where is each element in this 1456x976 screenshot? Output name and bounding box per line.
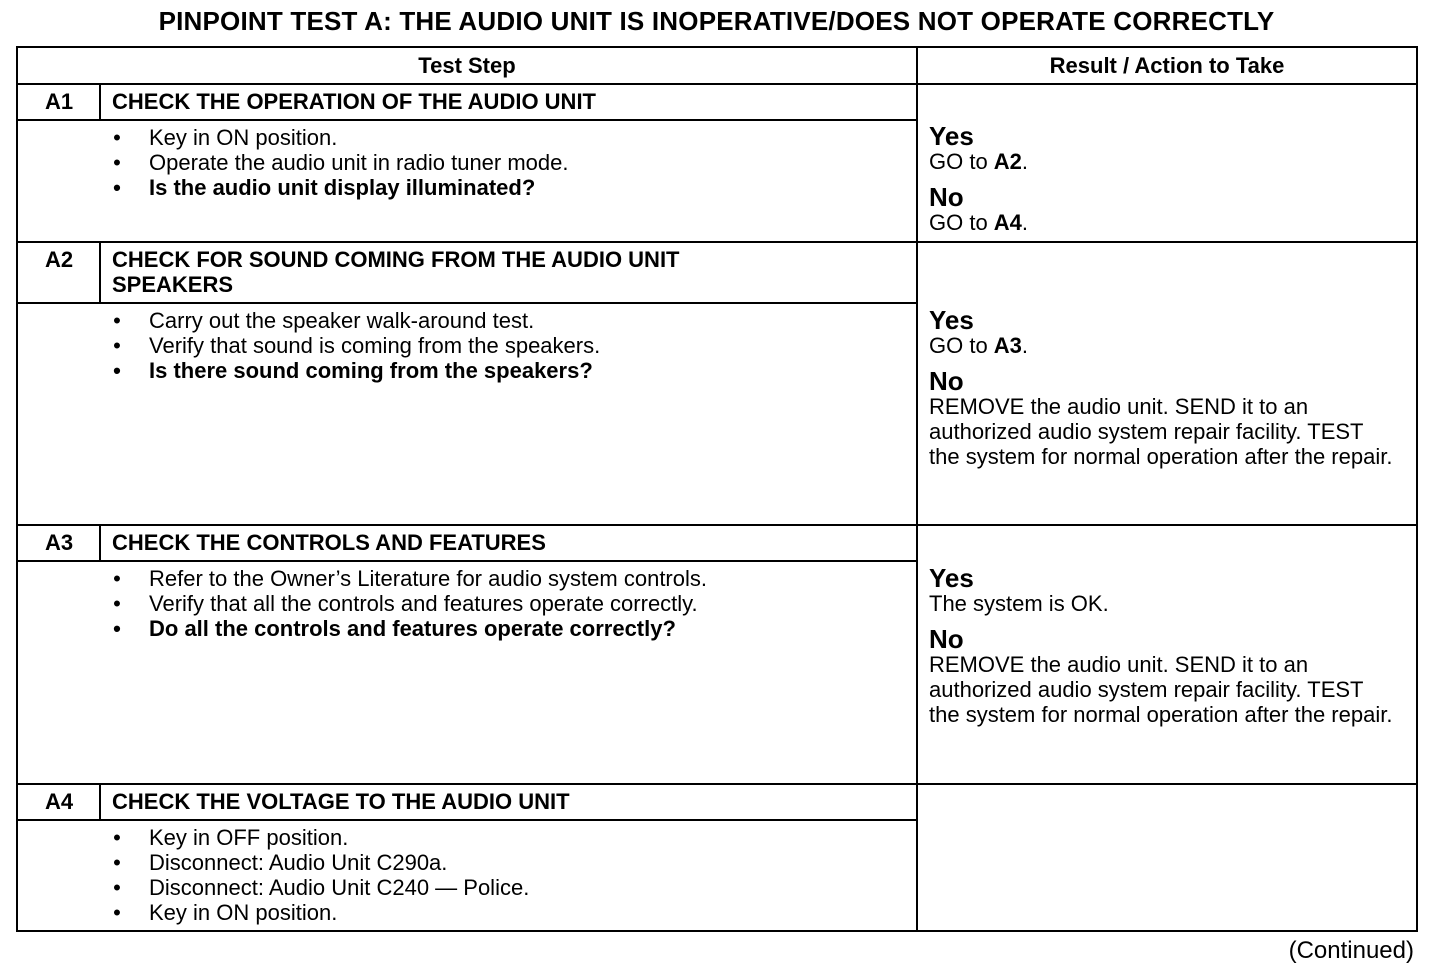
bullet-icon: • [113,875,121,900]
question-text: Is the audio unit display illuminated? [149,175,536,200]
list-item [112,591,912,616]
list-item [112,566,912,591]
list-item [112,358,912,383]
step-title: CHECK THE CONTROLS AND FEATURES [112,530,546,555]
step-reference: A3 [993,333,1022,358]
result-cell [929,307,1399,479]
list-item [112,175,912,200]
yes-label: Yes [929,121,974,151]
instruction-text: Key in OFF position. [149,825,349,850]
column-divider [916,46,918,932]
action-text: GO to [929,149,994,174]
bullet-icon: • [113,850,121,875]
step-reference: A4 [993,210,1022,235]
bullet-icon: • [113,150,121,175]
step-id: A2 [44,247,74,272]
result-cell [929,565,1399,737]
step-reference: A2 [993,149,1022,174]
step-title-rule-a1 [16,119,918,121]
header-result-action: Result / Action to Take [1049,53,1285,78]
yes-label: Yes [929,563,974,593]
question-text: Is there sound coming from the speakers? [149,358,593,383]
no-action [929,210,1409,235]
step-instructions [112,125,912,200]
bullet-icon: • [113,900,121,925]
bullet-icon: • [113,125,121,150]
list-item [112,875,912,900]
list-item [112,125,912,150]
bullet-icon: • [113,308,121,333]
yes-action: The system is OK. [929,591,1109,616]
no-action: REMOVE the audio unit. SEND it to an authorized audio system repair facility. TEST the system for normal operation after the repair. [929,652,1393,727]
instruction-text: Refer to the Owner’s Literature for audio system controls. [149,566,707,591]
bullet-icon: • [113,333,121,358]
instruction-text: Verify that all the controls and features operate correctly. [149,591,698,616]
yes-action [929,333,1399,358]
page-title: PINPOINT TEST A: THE AUDIO UNIT IS INOPERATIVE/DOES NOT OPERATE CORRECTLY [158,6,1275,36]
instruction-text: Verify that sound is coming from the speakers. [149,333,601,358]
step-title-rule-a3 [16,560,918,562]
step-id: A1 [44,89,74,114]
result-cell [929,123,1409,245]
list-item [112,825,912,850]
header-test-step: Test Step [418,53,516,78]
list-item [112,308,912,333]
step-title: CHECK FOR SOUND COMING FROM THE AUDIO UNIT SPEAKERS [112,247,680,297]
instruction-text: Key in ON position. [149,900,338,925]
step-id: A4 [44,789,74,814]
step-title: CHECK THE VOLTAGE TO THE AUDIO UNIT [112,789,570,814]
bullet-icon: • [113,825,121,850]
list-item [112,900,912,925]
step-title-rule-a4 [16,819,918,821]
step-title-rule-a2 [16,302,918,304]
bullet-icon: • [113,358,121,383]
action-tail: . [1021,210,1029,235]
step-id: A3 [44,530,74,555]
step-instructions [112,566,912,641]
action-text: GO to [929,333,994,358]
step-rule-a2 [16,524,1418,526]
question-text: Do all the controls and features operate correctly? [149,616,676,641]
instruction-text: Key in ON position. [149,125,338,150]
list-item [112,616,912,641]
step-title: CHECK THE OPERATION OF THE AUDIO UNIT [112,89,596,114]
step-instructions [112,825,912,925]
action-tail: . [1021,333,1029,358]
continued-label: (Continued) [1288,937,1414,964]
list-item [112,333,912,358]
no-action: REMOVE the audio unit. SEND it to an authorized audio system repair facility. TEST the system for normal operation after the repair. [929,394,1393,469]
bullet-icon: • [113,566,121,591]
no-label: No [929,182,964,212]
no-label: No [929,366,964,396]
list-item [112,150,912,175]
bullet-icon: • [113,175,121,200]
bullet-icon: • [113,616,121,641]
no-label: No [929,624,964,654]
yes-action [929,149,1409,174]
bullet-icon: • [113,591,121,616]
yes-label: Yes [929,305,974,335]
list-item [112,850,912,875]
action-tail: . [1021,149,1029,174]
step-instructions [112,308,912,383]
instruction-text: Carry out the speaker walk-around test. [149,308,535,333]
instruction-text: Disconnect: Audio Unit C240 — Police. [149,875,530,900]
step-rule-a3 [16,783,1418,785]
instruction-text: Operate the audio unit in radio tuner mode. [149,150,569,175]
instruction-text: Disconnect: Audio Unit C290a. [149,850,448,875]
action-text: GO to [929,210,994,235]
